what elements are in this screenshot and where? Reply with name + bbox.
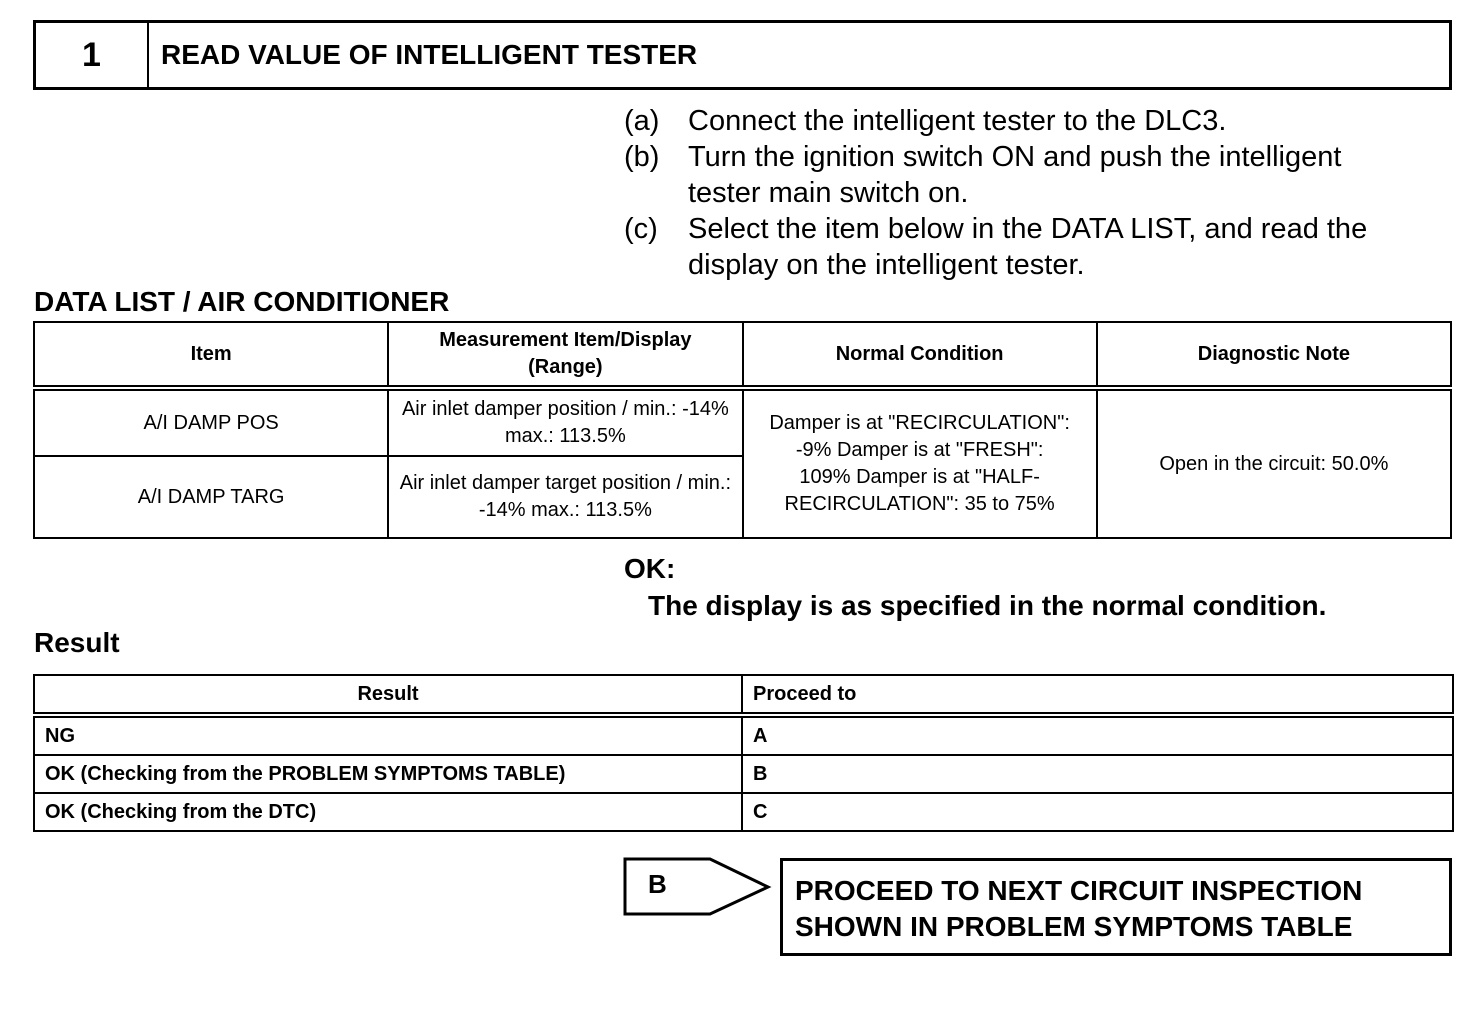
instruction-label: (b) bbox=[624, 141, 660, 173]
table-row bbox=[34, 755, 1453, 793]
table-header-row bbox=[34, 322, 1451, 388]
table-row bbox=[34, 793, 1453, 831]
instruction-label: (c) bbox=[624, 213, 658, 245]
step-header bbox=[33, 20, 1452, 90]
result-heading: Result bbox=[34, 627, 120, 658]
measurement-cell: Air inlet damper position / min.: -14% max.: 113.5% bbox=[388, 388, 742, 456]
proceed-line-1: PROCEED TO NEXT CIRCUIT INSPECTION bbox=[795, 875, 1363, 906]
column-header: Diagnostic Note bbox=[1097, 322, 1451, 388]
item-cell: A/I DAMP POS bbox=[34, 388, 388, 456]
instruction-a bbox=[624, 103, 1227, 139]
instruction-label: (a) bbox=[624, 105, 660, 137]
table-row bbox=[34, 715, 1453, 755]
ok-label: OK: bbox=[624, 553, 676, 584]
result-cell: NG bbox=[34, 715, 742, 755]
proceed-line-2: SHOWN IN PROBLEM SYMPTOMS TABLE bbox=[795, 911, 1353, 942]
instruction-b bbox=[624, 139, 1342, 209]
instruction-text: Select the item below in the DATA LIST, and read the display on the intelligent tester. bbox=[688, 213, 1368, 281]
proceed-cell: B bbox=[742, 755, 1453, 793]
step-title: READ VALUE OF INTELLIGENT TESTER bbox=[161, 39, 698, 70]
column-header: Measurement Item/Display (Range) bbox=[388, 322, 742, 388]
instruction-c bbox=[624, 211, 1368, 281]
measurement-cell: Air inlet damper target position / min.: -14% max.: 113.5% bbox=[388, 456, 742, 538]
arrow-b-icon bbox=[622, 856, 774, 918]
proceed-cell: A bbox=[742, 715, 1453, 755]
column-header: Proceed to bbox=[742, 675, 1453, 715]
instruction-text: Connect the intelligent tester to the DLC3. bbox=[688, 105, 1227, 137]
column-header: Result bbox=[34, 675, 742, 715]
instruction-text: Turn the ignition switch ON and push the intelligent tester main switch on. bbox=[688, 141, 1342, 209]
column-header: Item bbox=[34, 322, 388, 388]
result-cell: OK (Checking from the PROBLEM SYMPTOMS TABLE) bbox=[34, 755, 742, 793]
item-cell: A/I DAMP TARG bbox=[34, 456, 388, 538]
result-cell: OK (Checking from the DTC) bbox=[34, 793, 742, 831]
result-table bbox=[33, 674, 1454, 832]
arrow-b-label: B bbox=[648, 869, 667, 899]
ok-text: The display is as specified in the normal condition. bbox=[648, 590, 1327, 621]
proceed-cell: C bbox=[742, 793, 1453, 831]
proceed-box bbox=[780, 858, 1452, 956]
data-list-table bbox=[33, 321, 1452, 539]
normal-condition-cell: Damper is at "RECIRCULATION": -9% Damper is at "FRESH": 109% Damper is at "HALF-RECIRCULATION": 35 to 75% bbox=[743, 388, 1097, 538]
table-row bbox=[34, 388, 1451, 456]
table-header-row bbox=[34, 675, 1453, 715]
diagnostic-note-cell: Open in the circuit: 50.0% bbox=[1097, 388, 1451, 538]
data-list-heading: DATA LIST / AIR CONDITIONER bbox=[34, 286, 450, 317]
step-number: 1 bbox=[36, 23, 149, 87]
column-header: Normal Condition bbox=[743, 322, 1097, 388]
